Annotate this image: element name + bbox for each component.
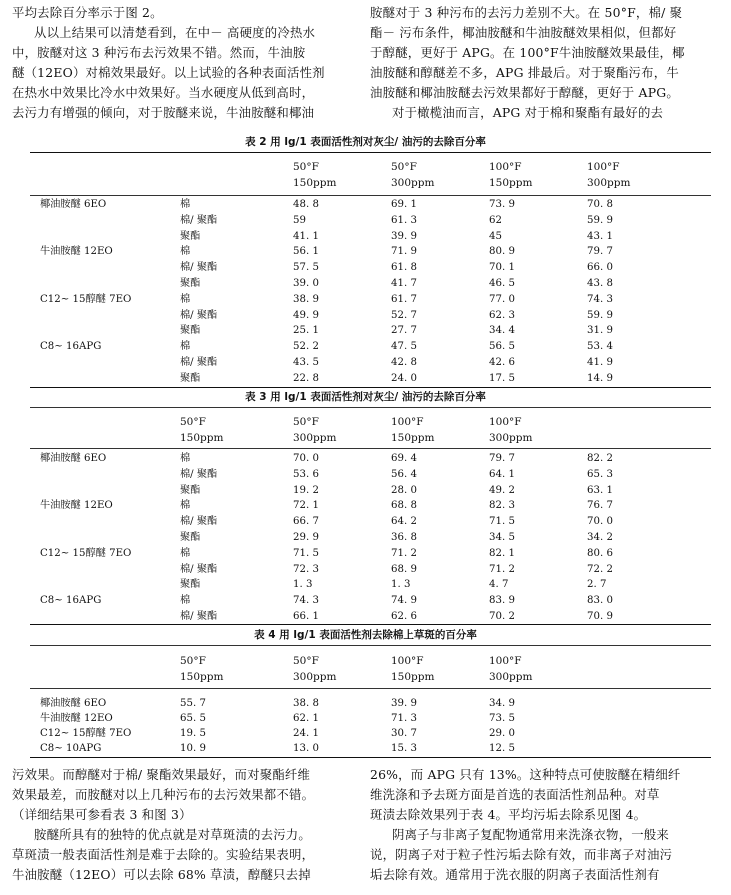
table-cell: 聚酯 <box>180 230 201 242</box>
table4-header-rule <box>30 688 711 689</box>
table-cell: 71. 9 <box>391 246 417 258</box>
text-line: 醚（12EO）对棉效果最好。以上试验的各种表面活性剂 <box>12 65 325 80</box>
table-cell: 39. 9 <box>391 698 417 709</box>
text-line: 中，胺醚对这 3 种污布去污效果不错。然而，牛油胺 <box>12 45 306 60</box>
text-line: 于醇醚，更好于 APG。在 100°F牛油胺醚效果最佳，椰 <box>370 45 685 60</box>
row-label: C8~ 16APG <box>40 341 102 353</box>
bottom-left-column <box>12 765 314 885</box>
table-cell: 聚酯 <box>180 579 201 591</box>
table-cell: 61. 8 <box>391 262 417 274</box>
table-cell: 72. 1 <box>293 500 319 512</box>
table-cell: 19. 5 <box>180 728 206 739</box>
table3-header-rule <box>30 448 711 449</box>
table-cell: 70. 9 <box>587 610 613 622</box>
row-label: C12~ 15醇醚 7EO <box>40 547 132 559</box>
table-cell: 52. 7 <box>391 309 417 321</box>
table-cell: 棉 <box>180 199 191 210</box>
table-cell: 43. 1 <box>587 230 613 242</box>
table-cell: 56. 1 <box>293 246 319 258</box>
row-label: 椰油胺醚 6EO <box>40 698 107 709</box>
table-cell: 55. 7 <box>180 698 206 709</box>
text-line: 酯－ 污布条件，椰油胺醚和牛油胺醚效果相似，但都好 <box>370 25 677 40</box>
table-cell: 64. 1 <box>489 468 515 480</box>
table-cell: 62. 6 <box>391 610 417 622</box>
text-line: 从以上结果可以清楚看到，在中－ 高硬度的冷热水 <box>34 25 316 40</box>
table-cell: 53. 4 <box>587 341 613 353</box>
table-cell: 59 <box>293 214 306 226</box>
table-cell: 83. 0 <box>587 595 613 607</box>
text-line: 说，阴离子对于粒子性污垢去除有效，而非离子对油污 <box>370 847 673 862</box>
row-label: 牛油胺醚 12EO <box>40 246 113 258</box>
table2-caption: 表 2 用 lg/1 表面活性剂对灰尘/ 油污的去除百分率 <box>245 136 486 148</box>
table-cell: 61. 7 <box>391 293 417 305</box>
table-cell: 80. 6 <box>587 547 613 559</box>
table-cell: 69. 1 <box>391 199 417 210</box>
text-line: 草斑渍一般表面活性剂是难于去除的。实验结果表明， <box>12 847 315 862</box>
table-cell: 棉 <box>180 595 191 607</box>
top-right-column <box>370 3 685 123</box>
table-cell: 棉 <box>180 246 191 258</box>
table-cell: 34. 9 <box>489 698 515 709</box>
table-cell: 10. 9 <box>180 743 206 754</box>
table-cell: 15. 3 <box>391 743 417 754</box>
table-cell: 27. 7 <box>391 325 417 337</box>
table-cell: 42. 8 <box>391 356 417 368</box>
table-cell: 38. 8 <box>293 698 319 709</box>
table-cell: 66. 7 <box>293 516 319 528</box>
text-line: 垢去除有效。通常用于洗衣服的阴离子表面活性剂有 <box>370 867 660 882</box>
table-cell: 29. 0 <box>489 728 515 739</box>
row-label: C8~ 16APG <box>40 595 102 607</box>
table-cell: 4. 7 <box>489 579 509 591</box>
text-line: 效果最差，而胺醚对以上几种污布的去污效果都不错。 <box>12 787 315 802</box>
table-cell: 70. 1 <box>489 262 515 274</box>
table-cell: 34. 2 <box>587 531 613 543</box>
table-cell: 13. 0 <box>293 743 319 754</box>
table-cell: 63. 1 <box>587 484 613 496</box>
table-cell: 74. 3 <box>587 293 613 305</box>
table4-pre-rule <box>30 624 711 625</box>
table-cell: 34. 5 <box>489 531 515 543</box>
table-cell: 49. 2 <box>489 484 515 496</box>
row-label: C12~ 15醇醚 7EO <box>40 728 132 739</box>
table-cell: 34. 4 <box>489 325 515 337</box>
table-cell: 65. 3 <box>587 468 613 480</box>
table-cell: 棉/ 聚酯 <box>180 309 218 321</box>
table-cell: 2. 7 <box>587 579 607 591</box>
table-cell: 70. 2 <box>489 610 515 622</box>
table-cell: 66. 1 <box>293 610 319 622</box>
table-cell: 41. 1 <box>293 230 319 242</box>
text-line: 对于橄榄油而言，APG 对于棉和聚酯有最好的去 <box>392 105 664 120</box>
table-cell: 棉 <box>180 500 191 512</box>
table3-top-rule <box>30 407 711 408</box>
text-line: 阴离子与非离子复配物通常用来洗涤衣物，一般来 <box>392 827 669 842</box>
table-cell: 聚酯 <box>180 277 201 289</box>
table-cell: 69. 4 <box>391 453 417 464</box>
table-cell: 41. 7 <box>391 277 417 289</box>
table2-header-rule <box>30 195 711 196</box>
table-cell: 36. 8 <box>391 531 417 543</box>
table3-pre-rule <box>30 387 711 388</box>
text-line: 胺醚对于 3 种污布的去污力差别不大。在 50°F，棉/ 聚 <box>370 5 683 20</box>
table-cell: 43. 8 <box>587 277 613 289</box>
table-cell: 棉 <box>180 341 191 353</box>
table-cell: 76. 7 <box>587 500 613 512</box>
table-cell: 61. 3 <box>391 214 417 226</box>
text-line: 油胺醚和醇醚差不多，APG 排最后。对于聚酯污布，牛 <box>370 65 679 80</box>
table-cell: 棉/ 聚酯 <box>180 516 218 528</box>
row-label: 椰油胺醚 6EO <box>40 199 107 210</box>
top-left-column <box>12 3 325 123</box>
table-cell: 56. 4 <box>391 468 417 480</box>
table-cell: 74. 9 <box>391 595 417 607</box>
table-cell: 83. 9 <box>489 595 515 607</box>
table-cell: 71. 2 <box>489 563 515 575</box>
text-line: 胺醚所具有的独特的优点就是对草斑渍的去污力。 <box>34 827 311 842</box>
table-cell: 73. 5 <box>489 713 515 724</box>
table-cell: 棉 <box>180 453 191 464</box>
table-cell: 71. 5 <box>489 516 515 528</box>
text-line: 平均去除百分率示于图 2。 <box>12 5 163 20</box>
table-cell: 棉/ 聚酯 <box>180 563 218 575</box>
table-cell: 47. 5 <box>391 341 417 353</box>
table-cell: 46. 5 <box>489 277 515 289</box>
table-cell: 聚酯 <box>180 325 201 337</box>
table-cell: 48. 8 <box>293 199 319 210</box>
table-cell: 49. 9 <box>293 309 319 321</box>
table-cell: 59. 9 <box>587 214 613 226</box>
table-cell: 棉/ 聚酯 <box>180 214 218 226</box>
table-cell: 77. 0 <box>489 293 515 305</box>
table4-top-rule <box>30 645 711 646</box>
table-cell: 71. 3 <box>391 713 417 724</box>
table-cell: 82. 3 <box>489 500 515 512</box>
table-cell: 70. 0 <box>293 453 319 464</box>
table-cell: 80. 9 <box>489 246 515 258</box>
table3-caption: 表 3 用 lg/1 表面活性剂对灰尘/ 油污的去除百分率 <box>245 391 486 403</box>
table-cell: 57. 5 <box>293 262 319 274</box>
table-cell: 棉/ 聚酯 <box>180 262 218 274</box>
text-line: 26%，而 APG 只有 13%。这种特点可使胺醚在精细纤 <box>370 767 681 782</box>
table-cell: 棉/ 聚酯 <box>180 468 218 480</box>
table-cell: 31. 9 <box>587 325 613 337</box>
table-cell: 14. 9 <box>587 372 613 384</box>
table-cell: 12. 5 <box>489 743 515 754</box>
table-cell: 1. 3 <box>293 579 313 591</box>
table-cell: 42. 6 <box>489 356 515 368</box>
table-cell: 70. 0 <box>587 516 613 528</box>
table-cell: 66. 0 <box>587 262 613 274</box>
table-cell: 73. 9 <box>489 199 515 210</box>
table-cell: 24. 1 <box>293 728 319 739</box>
table-cell: 72. 2 <box>587 563 613 575</box>
table2-top-rule <box>30 152 711 153</box>
row-label: C12~ 15醇醚 7EO <box>40 293 132 305</box>
table-cell: 棉 <box>180 293 191 305</box>
table-cell: 64. 2 <box>391 516 417 528</box>
table-cell: 62 <box>489 214 502 226</box>
table-cell: 39. 9 <box>391 230 417 242</box>
text-line: 污效果。而醇醚对于棉/ 聚酯效果最好，而对聚酯纤维 <box>12 767 311 782</box>
table-cell: 43. 5 <box>293 356 319 368</box>
table-cell: 70. 8 <box>587 199 613 210</box>
table-cell: 68. 9 <box>391 563 417 575</box>
table-cell: 25. 1 <box>293 325 319 337</box>
table-cell: 19. 2 <box>293 484 319 496</box>
text-line: 斑渍去除效果列于表 4。平均污垢去除系见图 4。 <box>370 807 647 822</box>
table-cell: 56. 5 <box>489 341 515 353</box>
table-cell: 62. 1 <box>293 713 319 724</box>
table-cell: 72. 3 <box>293 563 319 575</box>
table-cell: 71. 2 <box>391 547 417 559</box>
table-cell: 52. 2 <box>293 341 319 353</box>
table-cell: 棉/ 聚酯 <box>180 356 218 368</box>
table-cell: 24. 0 <box>391 372 417 384</box>
table-cell: 62. 3 <box>489 309 515 321</box>
table-cell: 1. 3 <box>391 579 411 591</box>
text-line: 维洗涤和予去斑方面是首选的表面活性剂品种。对草 <box>370 787 660 802</box>
table-cell: 82. 1 <box>489 547 515 559</box>
table-cell: 28. 0 <box>391 484 417 496</box>
table-cell: 38. 9 <box>293 293 319 305</box>
text-line: 牛油胺醚（12EO）可以去除 68% 草渍，醇醚只去掉 <box>12 867 311 882</box>
table-cell: 79. 7 <box>489 453 515 464</box>
bottom-right-column <box>370 765 681 885</box>
row-label: 牛油胺醚 12EO <box>40 713 113 724</box>
table-cell: 68. 8 <box>391 500 417 512</box>
table-cell: 17. 5 <box>489 372 515 384</box>
table-cell: 82. 2 <box>587 453 613 464</box>
table-cell: 39. 0 <box>293 277 319 289</box>
row-label: 椰油胺醚 6EO <box>40 453 107 464</box>
table-cell: 30. 7 <box>391 728 417 739</box>
table-cell: 59. 9 <box>587 309 613 321</box>
table-cell: 41. 9 <box>587 356 613 368</box>
row-label: 牛油胺醚 12EO <box>40 500 113 512</box>
table-cell: 棉/ 聚酯 <box>180 610 218 622</box>
table-cell: 29. 9 <box>293 531 319 543</box>
table-cell: 聚酯 <box>180 531 201 543</box>
table-cell: 74. 3 <box>293 595 319 607</box>
table-cell: 聚酯 <box>180 484 201 496</box>
text-line: 去污力有增强的倾向，对于胺醚来说，牛油胺醚和椰油 <box>12 105 315 120</box>
table-cell: 71. 5 <box>293 547 319 559</box>
row-label: C8~ 10APG <box>40 743 102 754</box>
table-cell: 45 <box>489 230 502 242</box>
table-cell: 65. 5 <box>180 713 206 724</box>
table4-caption: 表 4 用 lg/1 表面活性剂去除棉上草斑的百分率 <box>254 629 477 641</box>
table-cell: 棉 <box>180 547 191 559</box>
table-cell: 53. 6 <box>293 468 319 480</box>
table-cell: 聚酯 <box>180 372 201 384</box>
text-line: （详细结果可参看表 3 和图 3） <box>12 807 192 822</box>
text-line: 在热水中效果比冷水中效果好。当水硬度从低到高时， <box>12 85 315 100</box>
text-line: 油胺醚和椰油胺醚去污效果都好于醇醚，更好于 APG。 <box>370 85 679 100</box>
table-cell: 79. 7 <box>587 246 613 258</box>
table4-bottom-rule <box>30 757 711 758</box>
table-cell: 22. 8 <box>293 372 319 384</box>
